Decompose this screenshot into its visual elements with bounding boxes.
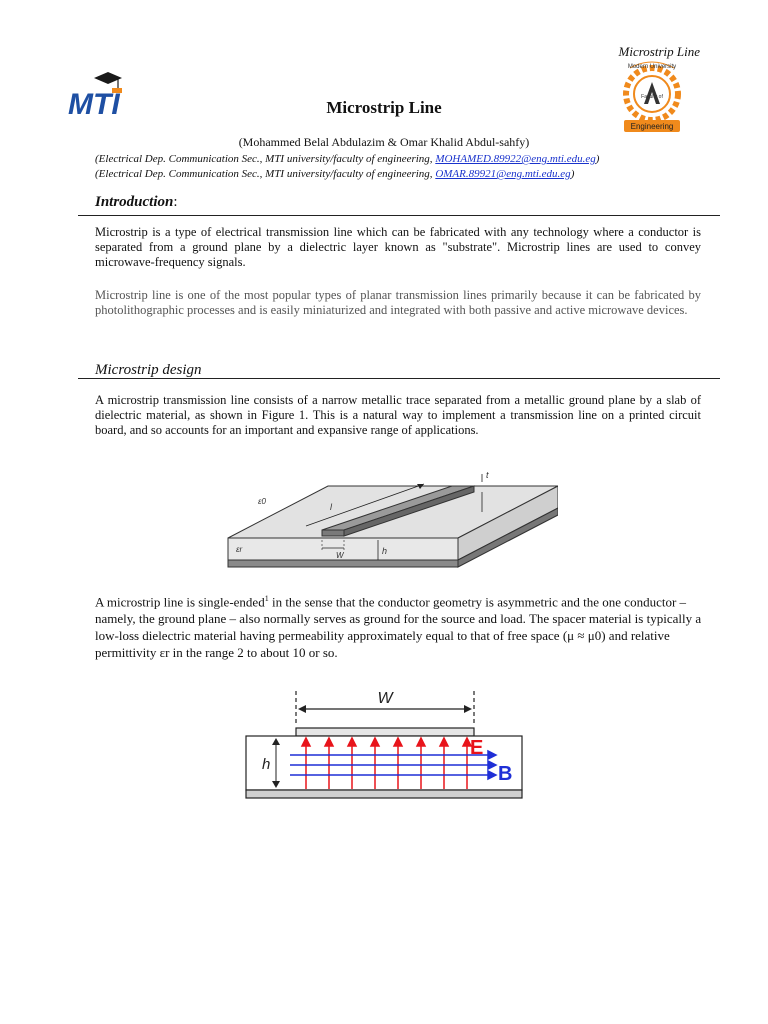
running-header: Microstrip Line <box>618 44 700 59</box>
intro-paragraph-2: Microstrip line is one of the most popular types of planar transmission lines primarily because it can be fabricated by photolithographic processes and is easily miniaturized and integrated with both passive and active microwave devices. <box>95 288 701 317</box>
design-paragraph-1: A microstrip transmission line consists of a narrow metallic trace separated from a metallic ground plane by a slab of dielectric material, as shown in Figure 1. This is a natural way to implement a transmission line on a printed circuit board, and so accounts for an important and expansive range of applications. <box>95 393 701 437</box>
author-list: (Mohammed Belal Abdulazim & Omar Khalid Abdul-sahfy) <box>238 135 530 149</box>
section-heading-introduction <box>95 194 178 211</box>
figure-1-microstrip-sketch <box>218 468 558 580</box>
figure-2-label-w: W <box>377 690 393 707</box>
engineering-logo-mid-text: Faculty of <box>641 94 663 100</box>
figure-1-label-epsr: εr <box>236 545 243 554</box>
figure-2-label-e: E <box>470 737 484 759</box>
figure-2-label-b: B <box>498 763 513 785</box>
footnote-marker: 1 <box>264 594 269 603</box>
figure-2-label-h: h <box>262 756 271 773</box>
paper-title: Microstrip Line <box>326 98 442 117</box>
design-paragraph-2-part-a: A microstrip line is single-ended <box>95 594 265 610</box>
figure-1-label-t: t <box>486 470 489 480</box>
section-divider <box>78 378 720 379</box>
engineering-logo-bottom-text: Engineering <box>630 122 674 131</box>
b-field-arrows <box>290 751 496 779</box>
affiliation-text: (Electrical Dep. Communication Sec., MTI university/faculty of engineering, <box>95 168 436 180</box>
intro-paragraph-1: Microstrip is a type of electrical transmission line which can be fabricated with any technology where a conductor is separated from a ground plane by a dielectric layer known as "substrate". Microstrip lines are used to convey microwave-frequency signals. <box>95 225 701 269</box>
engineering-logo-top-text: Modern University <box>627 64 677 70</box>
figure-1-label-l: l <box>330 502 332 512</box>
design-paragraph-2 <box>95 590 705 661</box>
affiliation-text: (Electrical Dep. Communication Sec., MTI university/faculty of engineering, <box>95 153 436 165</box>
figure-2-field-cross-section <box>242 685 528 803</box>
figure-1-label-h: h <box>382 546 388 556</box>
email-link[interactable]: OMAR.89921@eng.mti.edu.eg <box>435 168 571 180</box>
design-paragraph-2-part-b: in the sense that the conductor geometry is asymmetric and the one conductor – namely, the ground plane – also normally serves as ground for the source and load. The spacer material is typically a low-loss dielectric material having permeability approximately equal to that of free space (μ ≈ μ0) and relative permittivity εr in the range 2 to about 10 or so. <box>95 594 702 661</box>
affiliation-suffix: ) <box>595 153 600 165</box>
section-heading-colon: : <box>173 194 178 210</box>
section-divider <box>78 215 720 216</box>
figure-1-label-w: W <box>336 551 344 560</box>
affiliation-line <box>95 153 715 165</box>
figure-1-label-eps0: ε0 <box>258 497 266 506</box>
mti-logo-text: MTI <box>68 88 120 120</box>
affiliation-suffix: ) <box>570 168 575 180</box>
engineering-logo <box>610 58 694 136</box>
affiliation-line <box>95 168 715 180</box>
section-heading-text: Introduction <box>95 194 174 210</box>
email-link[interactable]: MOHAMED.89922@eng.mti.edu.eg <box>435 153 596 165</box>
section-heading-design: Microstrip design <box>95 362 202 378</box>
